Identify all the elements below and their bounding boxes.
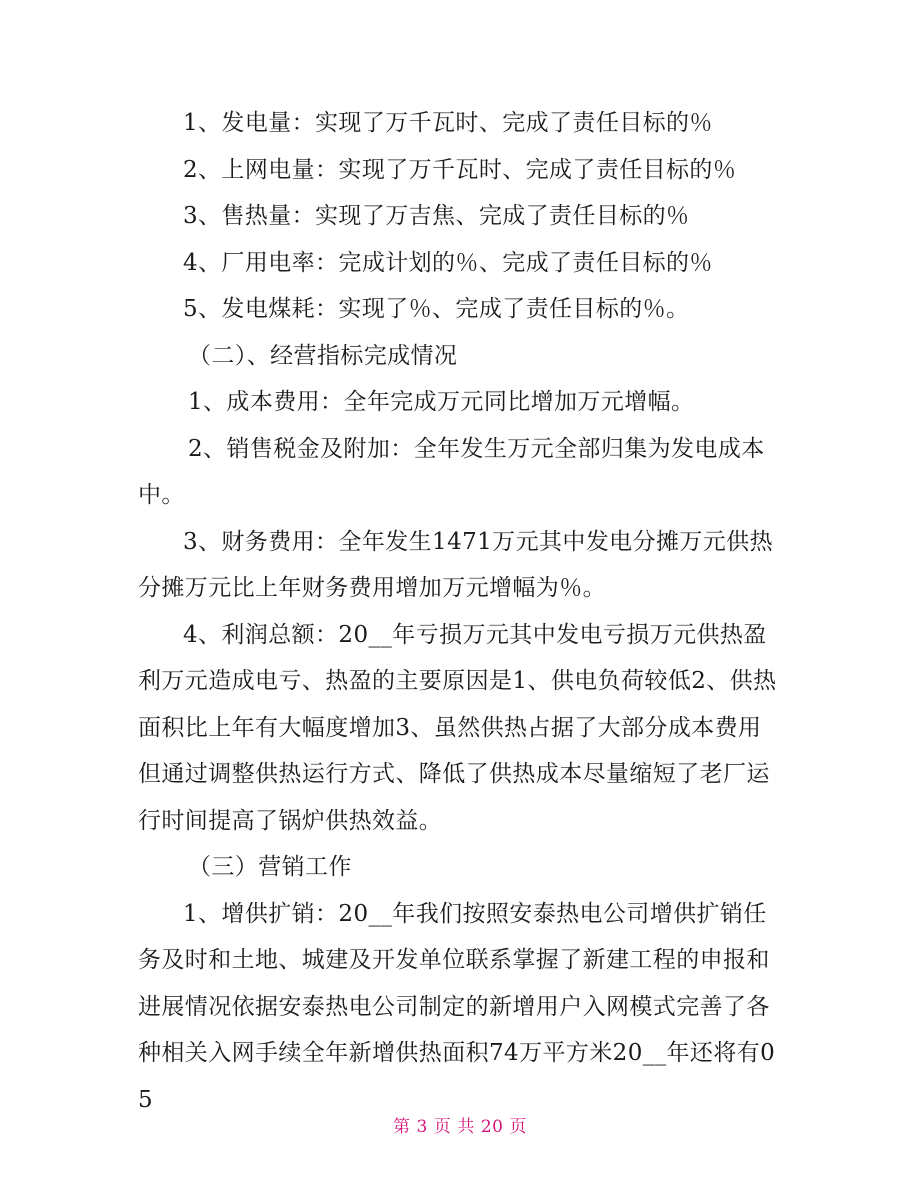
paragraph-item-5: 5、发电煤耗：实现了％、完成了责任目标的％。 [183,296,690,322]
paragraph-item-2: 2、上网电量：实现了万千瓦时、完成了责任目标的％ [183,156,737,183]
footer-label-total-unit: 页 [509,1117,527,1137]
footer-label-page: 第 [393,1117,411,1137]
footer-label-page-unit: 页 [433,1117,452,1137]
footer-label-total: 共 [457,1117,475,1137]
section-heading-2: （二）、经营指标完成情况 [188,342,458,369]
footer-current-page: 3 [416,1117,428,1137]
paragraph-item-4: 4、厂用电率：完成计划的％、完成了责任目标的％ [183,249,713,276]
section-heading-3: （三）营销工作 [188,854,352,880]
paragraph-item-3: 3、售热量：实现了万吉焦、完成了责任目标的％ [183,203,690,229]
document-body [138,100,784,1123]
paragraph-profit: 4、利润总额：20__年亏损万元其中发电亏损万元供热盈利万元造成电亏、热盈的主要原因是1、供电负荷较低2、供热面积比上年有大幅度增加3、虽然供热占据了大部分成本费用但通过调整供热运行方式、降低了供热成本尽量缩短了老厂运行时间提高了锅炉供热效益。 [138,621,777,834]
page-footer [0,1112,920,1137]
paragraph-finance: 3、财务费用：全年发生1471万元其中发电分摊万元供热分摊万元比上年财务费用增加万元增幅为％。 [138,528,773,601]
footer-total-pages: 20 [480,1117,504,1137]
paragraph-item-1: 1、发电量：实现了万千瓦时、完成了责任目标的％ [183,110,713,136]
paragraph-marketing: 1、增供扩销：20__年我们按照安泰热电公司增供扩销任务及时和土地、城建及开发单位联系掌握了新建工程的申报和进展情况依据安泰热电公司制定的新增用户入网模式完善了各种相关入网手续全年新增供热面积74万平方米20__年还将有05 [138,900,776,1113]
paragraph-tax: 2、销售税金及附加：全年发生万元全部归集为发电成本中。 [138,435,765,508]
paragraph-cost: 1、成本费用：全年完成万元同比增加万元增幅。 [188,389,695,415]
